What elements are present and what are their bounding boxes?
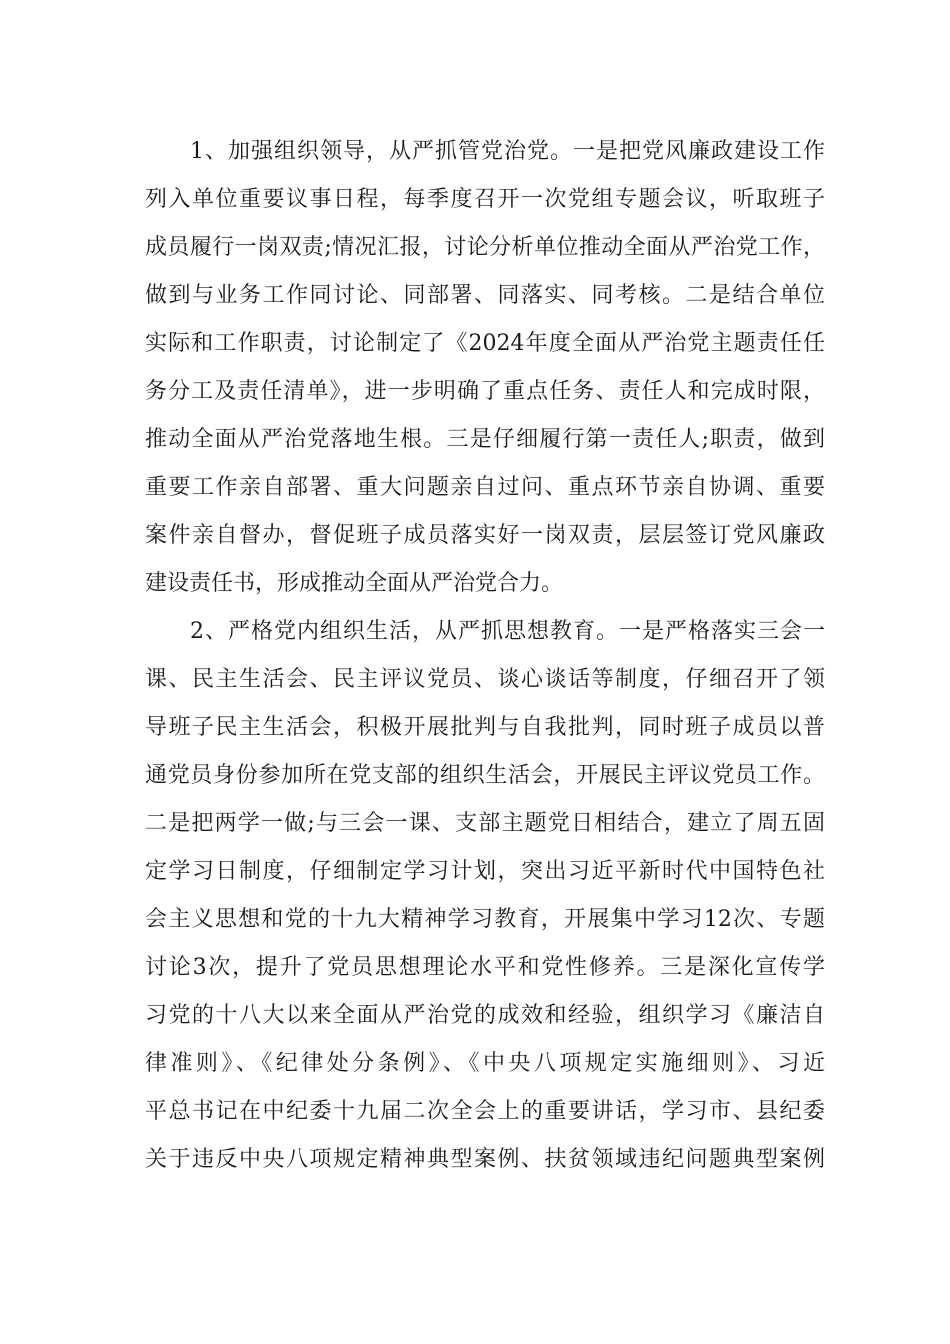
text-line: 律准则》、《纪律处分条例》、《中央八项规定实施细则》、习近 [145, 1051, 825, 1076]
text-line: 建设责任书，形成推动全面从严治党合力。 [145, 571, 564, 596]
text-line: 定学习日制度，仔细制定学习计划，突出习近平新时代中国特色社 [145, 859, 825, 884]
text-line: 重要工作亲自部署、重大问题亲自过问、重点环节亲自协调、重要 [145, 475, 825, 500]
text-line: 案件亲自督办，督促班子成员落实好一岗双责，层层签订党风廉政 [145, 523, 825, 548]
text-line: 列入单位重要议事日程，每季度召开一次党组专题会议，听取班子 [145, 187, 825, 212]
text-line: 讨论3次，提升了党员思想理论水平和党性修养。三是深化宣传学 [145, 955, 825, 980]
text-line: 关于违反中央八项规定精神典型案例、扶贫领域违纪问题典型案例 [145, 1147, 825, 1172]
text-line: 二是把两学一做;与三会一课、支部主题党日相结合，建立了周五固 [145, 811, 825, 836]
text-line: 导班子民主生活会，积极开展批判与自我批判，同时班子成员以普 [145, 715, 825, 740]
text-line: 务分工及责任清单》，进一步明确了重点任务、责任人和完成时限， [145, 379, 825, 404]
text-line: 通党员身份参加所在党支部的组织生活会，开展民主评议党员工作。 [145, 763, 825, 788]
text-line: 实际和工作职责，讨论制定了《2024年度全面从严治党主题责任任 [145, 331, 825, 356]
text-line: 1、加强组织领导，从严抓管党治党。一是把党风廉政建设工作 [190, 139, 825, 164]
text-line: 做到与业务工作同讨论、同部署、同落实、同考核。二是结合单位 [145, 283, 825, 308]
text-line: 成员履行一岗双责;情况汇报，讨论分析单位推动全面从严治党工作， [145, 235, 825, 260]
text-line: 推动全面从严治党落地生根。三是仔细履行第一责任人;职责，做到 [145, 427, 825, 452]
text-line: 2、严格党内组织生活，从严抓思想教育。一是严格落实三会一 [190, 619, 825, 644]
text-line: 课、民主生活会、民主评议党员、谈心谈话等制度，仔细召开了领 [145, 667, 825, 692]
text-line: 平总书记在中纪委十九届二次全会上的重要讲话，学习市、县纪委 [145, 1099, 825, 1124]
text-line: 会主义思想和党的十九大精神学习教育，开展集中学习12次、专题 [145, 907, 825, 932]
text-line: 习党的十八大以来全面从严治党的成效和经验，组织学习《廉洁自 [145, 1003, 825, 1028]
